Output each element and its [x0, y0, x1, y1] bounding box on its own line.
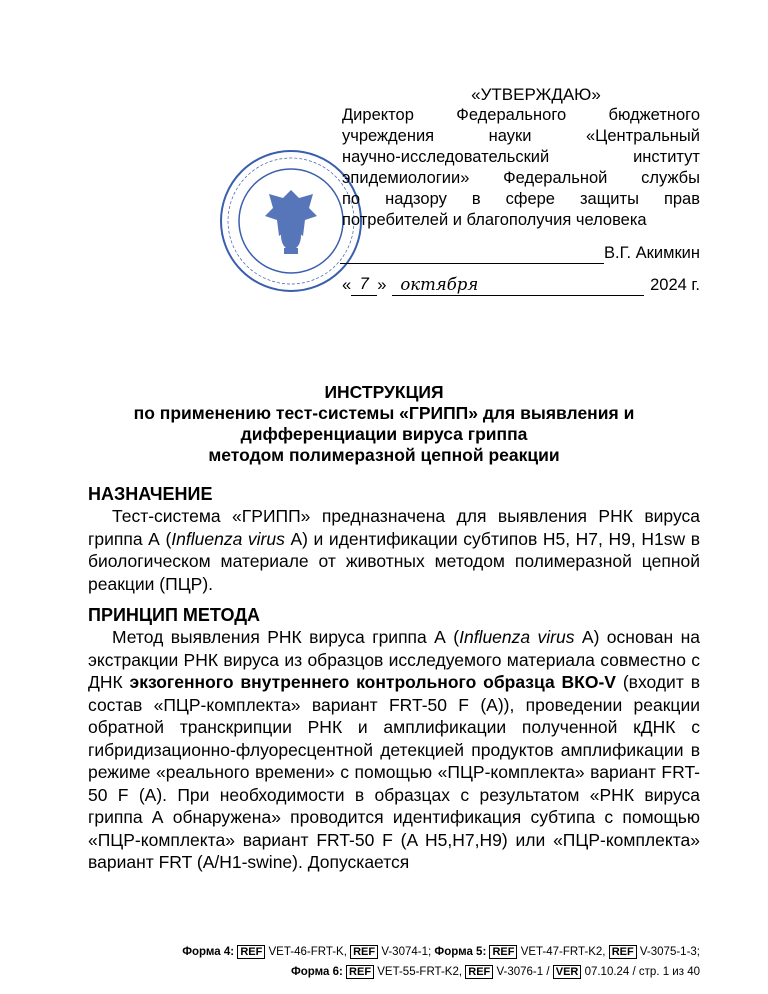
- ref-badge: REF: [346, 965, 374, 979]
- date-month: октября: [392, 274, 644, 296]
- footer-line-1: Форма 4: REF VET-46-FRT-K, REF V-3074-1; Форма 5: REF VET-47-FRT-K2, REF V-3075-1-3;: [182, 946, 700, 958]
- title-line: методом полимеразной цепной реакции: [208, 445, 560, 465]
- title-line: по применению тест-системы «ГРИПП» для выявления и: [133, 403, 635, 423]
- date-open-quote: «: [342, 276, 352, 294]
- approval-line: по надзору в сфере защиты прав: [342, 190, 700, 208]
- section-heading: НАЗНАЧЕНИЕ: [88, 484, 213, 504]
- footer-line-2: Форма 6: REF VET-55-FRT-K2, REF V-3076-1 / VER 07.10.24 / стр. 1 из 40: [290, 966, 700, 978]
- approval-date: [342, 274, 700, 296]
- approval-heading: «УТВЕРЖДАЮ»: [471, 85, 601, 104]
- document-title: [96, 382, 672, 466]
- approval-line: Директор Федерального бюджетного: [342, 106, 700, 124]
- method-section: [88, 604, 700, 874]
- purpose-section: [88, 483, 700, 595]
- signature-line: [342, 243, 700, 264]
- date-day: 7: [351, 274, 377, 296]
- ref-badge: REF: [237, 945, 265, 959]
- ver-badge: VER: [553, 965, 582, 979]
- ref-badge: REF: [350, 945, 378, 959]
- approval-line: потребителей и благополучия человека: [342, 211, 647, 229]
- approval-block: [342, 84, 700, 296]
- approval-line: учреждения науки «Центральный: [342, 127, 700, 145]
- date-year: 2024 г.: [650, 276, 700, 294]
- title-line: дифференциации вируса гриппа: [240, 424, 528, 444]
- approval-line: эпидемиологии» Федеральной службы: [342, 169, 700, 187]
- date-close-quote: »: [377, 276, 387, 294]
- signatory-name: В.Г. Акимкин: [603, 244, 700, 262]
- ref-badge: REF: [609, 945, 637, 959]
- ref-badge: REF: [489, 945, 517, 959]
- method-text: Метод выявления РНК вируса гриппа А (Influenza virus А) основан на экстракции РНК вируса из образцов исследуемого материала совместно с ДНК экзогенного внутреннего контрольного образца ВКО-V (входит в состав «ПЦР-комплекта» вариант FRT-50 F (А)), проведении реакции обратной транскрипции РНК и амплификации полученной кДНК с гибридизационно-флуоресцентной детекцией продуктов амплификации в режиме «реального времени» с помощью «ПЦР-комплекта» вариант FRT-50 F (А). При необходимости в образцах с результатом «РНК вируса гриппа А обнаружена» проводится идентификация субтипа с помощью «ПЦР-комплекта» вариант FRT-50 F (A H5,H7,H9) или «ПЦР-комплекта» вариант FRT (A/H1-swine). Допускается: [88, 627, 700, 872]
- section-heading: ПРИНЦИП МЕТОДА: [88, 605, 261, 625]
- approval-line: научно-исследовательский институт: [342, 148, 700, 166]
- ref-badge: REF: [465, 965, 493, 979]
- title-line: ИНСТРУКЦИЯ: [324, 382, 444, 402]
- signature-blank: [340, 247, 604, 264]
- purpose-text: Тест-система «ГРИПП» предназначена для выявления РНК вируса гриппа А (Influenza virus А) и идентификации субтипов H5, H7, H9, H1sw в биологическом материале от животных методом полимеразной цепной реакции (ПЦР).: [88, 506, 700, 594]
